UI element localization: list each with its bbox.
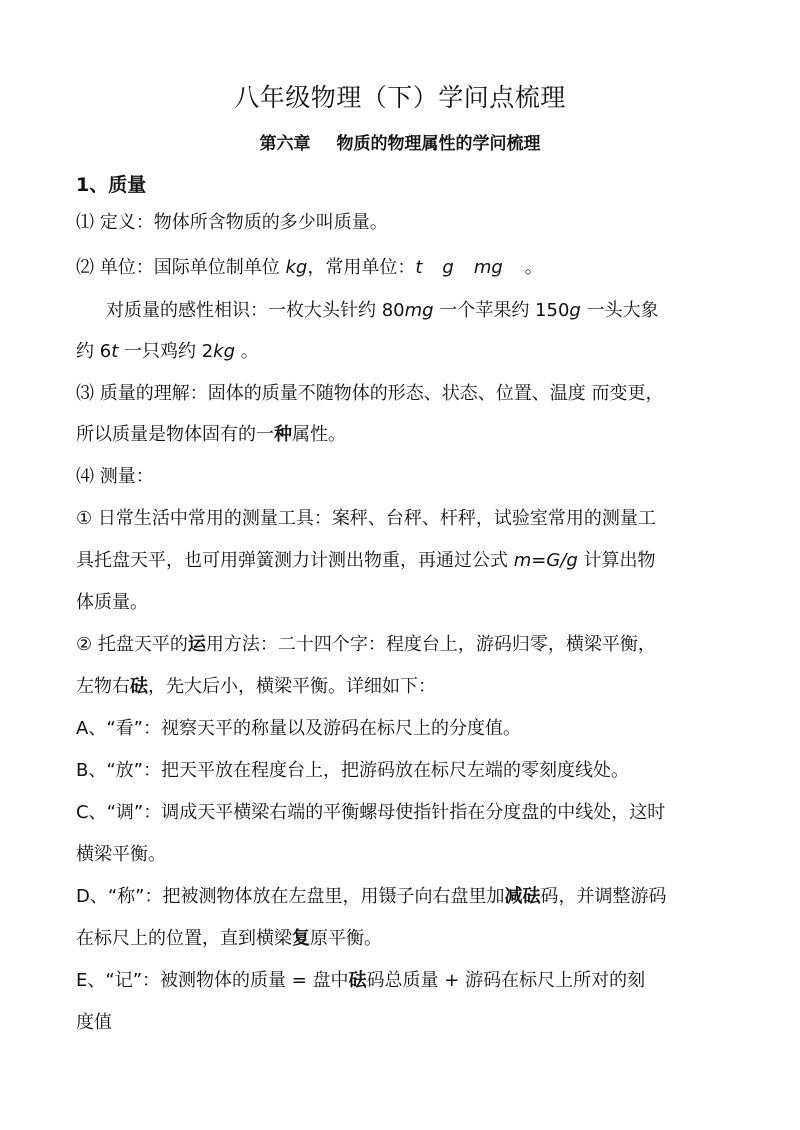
step-e-line-2: 度值 [76,1012,112,1033]
tools-l2b: 计算出物 [577,550,656,571]
method-l2c: ，先大后小，横梁平衡。详细如下： [148,676,436,697]
method-l2b: 砝 [130,676,148,697]
definition-line: ⑴ 定义：物体所含物质的多少叫质量。 [76,212,388,233]
unit-end: 。 [524,257,543,278]
sense-u1: mg [404,300,434,321]
unit-g: g [442,257,454,278]
method-l2a: 左物右 [76,676,130,697]
sense-u4: kg [213,341,236,362]
step-d2b: 复 [292,928,310,949]
step-d-line-1 [76,886,736,908]
sense-p5: 一只鸡约 2 [118,341,214,362]
unit-kg: kg [285,257,308,278]
step-d1c: 码，并调整游码 [540,886,667,907]
method-l1a: ② 托盘天平的 [76,634,188,655]
formula: m=G/g [513,550,578,571]
sense-p2: 一个苹果约 150 [433,300,570,321]
method-l1c: 用方法：二十四个字：程度台上，游码归零，横梁平衡， [205,634,656,655]
sense-p6: 。 [235,341,259,362]
unit-mg: mg [473,257,503,278]
sense-u2: g [569,300,581,321]
understand-l2a: 所以质量是物体固有的一 [76,424,274,445]
method-line-1 [76,634,736,656]
step-d-line-2 [76,928,736,950]
unit-prefix: ⑵ 单位：国际单位制单位 [76,257,280,278]
sense-p3: 一头大象 [580,300,659,321]
tools-line-1: ① 日常生活中常用的测量工具：案秤、台秤、杆秤，试验室常用的测量工 [76,508,656,529]
page-title: 八年级物理（下）学问点梳理 [234,83,566,112]
step-a: A、“看”：视察天平的称量以及游码在标尺上的分度值。 [76,718,521,739]
step-c-line-2: 横梁平衡。 [76,844,166,865]
tools-line-3: 体质量。 [76,592,148,613]
understand-line-1: ⑶ 质量的理解：固体的质量不随物体的形态、状态、位置、温度 而变更， [76,383,664,404]
step-e1c: 码总质量 + 游码在标尺上所对的刻 [366,970,646,991]
step-c-line-1: C、“调”：调成天平横梁右端的平衡螺母使指针指在分度盘的中线处，这时 [76,802,666,823]
sense-p4: 约 6 [76,341,112,362]
step-e1b: 砝 [348,970,367,991]
tools-l2a: 具托盘天平，也可用弹簧测力计测出物重，再通过公式 [76,550,514,571]
step-e-line-1 [76,970,736,992]
method-line-2 [76,676,736,698]
measure-line: ⑷ 测量： [76,466,154,487]
sense-line-2 [76,341,736,363]
step-e1a: E、“记”：被测物体的质量 = 盘中 [76,970,349,991]
step-b: B、“放”：把天平放在程度台上，把游码放在标尺左端的零刻度线处。 [76,760,629,781]
unit-line [76,257,736,279]
method-l1b: 运 [187,634,206,655]
tools-line-2 [76,550,736,572]
step-d1a: D、“称”：把被测物体放在左盘里，用镊子向右盘里加 [76,886,505,907]
section-heading-mass: 1、质量 [76,174,147,196]
understand-l2c: 属性。 [292,424,346,445]
unit-t: t [415,257,423,278]
chapter-label: 第六章 [259,134,311,154]
step-d1b: 减砝 [504,886,541,907]
step-d2c: 原平衡。 [310,928,382,949]
unit-mid: ，常用单位： [307,257,416,278]
sense-line-1 [106,300,766,322]
step-d2a: 在标尺上的位置，直到横梁 [76,928,292,949]
sense-u3: t [111,341,119,362]
sense-p1: 对质量的感性相识：一枚大头针约 80 [106,300,405,321]
understand-l2b: 种 [274,424,292,445]
chapter-heading [0,129,800,154]
understand-line-2 [76,424,736,446]
chapter-name: 物质的物理属性的学问梳理 [336,134,541,154]
